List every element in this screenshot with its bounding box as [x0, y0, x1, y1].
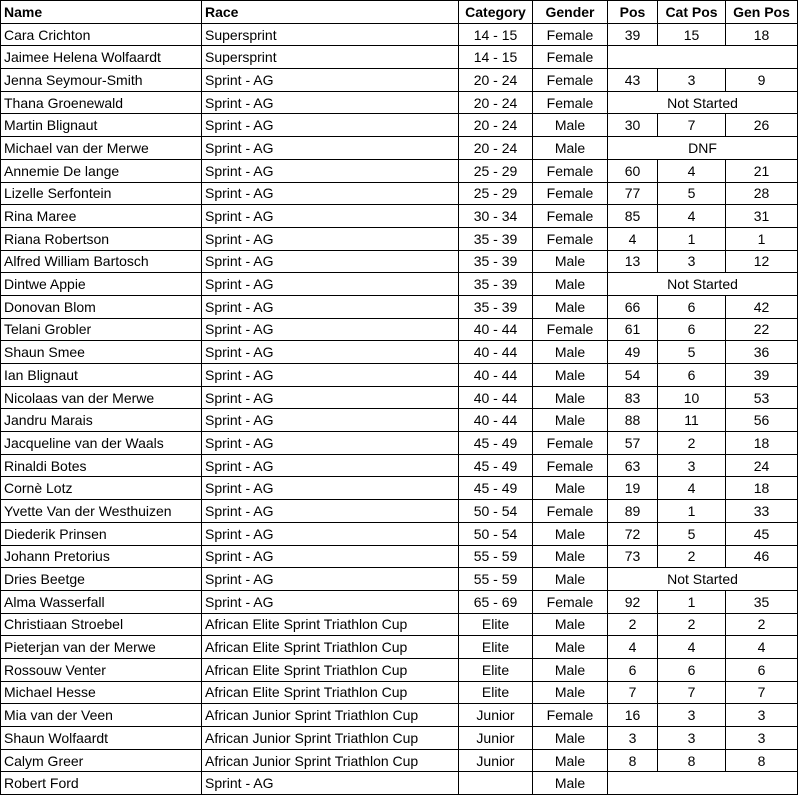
table-row	[1, 432, 798, 455]
cell-name: Pieterjan van der Merwe	[1, 636, 202, 659]
table-row	[1, 590, 798, 613]
cell-pos: 61	[608, 318, 658, 341]
table-row	[1, 250, 798, 273]
cell-race: Sprint - AG	[202, 273, 459, 296]
cell-race: Sprint - AG	[202, 409, 459, 432]
cell-race: Sprint - AG	[202, 364, 459, 387]
table-row	[1, 704, 798, 727]
table-row	[1, 46, 798, 69]
cell-name: Dries Beetge	[1, 568, 202, 591]
header-name: Name	[1, 1, 202, 24]
cell-gen-pos: 4	[726, 636, 798, 659]
cell-race: Sprint - AG	[202, 69, 459, 92]
cell-category: 40 - 44	[459, 341, 533, 364]
cell-race: African Junior Sprint Triathlon Cup	[202, 704, 459, 727]
cell-gender: Male	[533, 386, 608, 409]
cell-cat-pos: 6	[658, 295, 726, 318]
cell-pos: 39	[608, 23, 658, 46]
cell-race: Sprint - AG	[202, 500, 459, 523]
cell-category: 45 - 49	[459, 432, 533, 455]
cell-gen-pos: 3	[726, 704, 798, 727]
cell-race: Sprint - AG	[202, 772, 459, 795]
cell-category: 14 - 15	[459, 46, 533, 69]
cell-category: Elite	[459, 681, 533, 704]
cell-cat-pos: 4	[658, 477, 726, 500]
cell-category: 50 - 54	[459, 522, 533, 545]
cell-name: Michael van der Merwe	[1, 137, 202, 160]
cell-gen-pos: 3	[726, 727, 798, 750]
cell-gen-pos: 53	[726, 386, 798, 409]
cell-status: DNF	[608, 137, 798, 160]
cell-gen-pos: 18	[726, 432, 798, 455]
cell-gen-pos: 21	[726, 159, 798, 182]
cell-name: Johann Pretorius	[1, 545, 202, 568]
cell-category: 45 - 49	[459, 477, 533, 500]
cell-name: Telani Grobler	[1, 318, 202, 341]
cell-gen-pos: 42	[726, 295, 798, 318]
cell-pos: 43	[608, 69, 658, 92]
table-body	[1, 23, 798, 794]
cell-name: Dintwe Appie	[1, 273, 202, 296]
cell-race: Sprint - AG	[202, 137, 459, 160]
cell-category: 55 - 59	[459, 568, 533, 591]
cell-race: Sprint - AG	[202, 341, 459, 364]
cell-name: Diederik Prinsen	[1, 522, 202, 545]
table-row	[1, 341, 798, 364]
cell-gen-pos: 8	[726, 749, 798, 772]
cell-cat-pos: 2	[658, 613, 726, 636]
cell-race: Sprint - AG	[202, 227, 459, 250]
cell-pos: 49	[608, 341, 658, 364]
cell-category: 14 - 15	[459, 23, 533, 46]
cell-cat-pos: 8	[658, 749, 726, 772]
cell-gen-pos: 12	[726, 250, 798, 273]
cell-gen-pos: 35	[726, 590, 798, 613]
cell-gen-pos: 33	[726, 500, 798, 523]
cell-gender: Female	[533, 69, 608, 92]
header-race: Race	[202, 1, 459, 24]
table-row	[1, 477, 798, 500]
cell-gender: Female	[533, 182, 608, 205]
cell-race: Sprint - AG	[202, 386, 459, 409]
table-row	[1, 273, 798, 296]
cell-gender: Male	[533, 477, 608, 500]
cell-cat-pos: 6	[658, 364, 726, 387]
cell-gen-pos: 46	[726, 545, 798, 568]
cell-name: Cara Crichton	[1, 23, 202, 46]
cell-race: African Elite Sprint Triathlon Cup	[202, 681, 459, 704]
cell-status: Not Started	[608, 91, 798, 114]
cell-race: Sprint - AG	[202, 182, 459, 205]
cell-cat-pos: 3	[658, 69, 726, 92]
cell-cat-pos: 6	[658, 658, 726, 681]
cell-category: 20 - 24	[459, 69, 533, 92]
cell-race: Sprint - AG	[202, 545, 459, 568]
cell-gender: Female	[533, 500, 608, 523]
cell-race: Sprint - AG	[202, 295, 459, 318]
cell-race: Sprint - AG	[202, 91, 459, 114]
cell-cat-pos: 11	[658, 409, 726, 432]
table-row	[1, 137, 798, 160]
table-row	[1, 749, 798, 772]
cell-race: Sprint - AG	[202, 522, 459, 545]
table-row	[1, 182, 798, 205]
cell-pos: 2	[608, 613, 658, 636]
header-gender: Gender	[533, 1, 608, 24]
cell-pos: 73	[608, 545, 658, 568]
table-row	[1, 114, 798, 137]
table-row	[1, 364, 798, 387]
cell-race: Sprint - AG	[202, 568, 459, 591]
cell-gen-pos: 36	[726, 341, 798, 364]
cell-category	[459, 772, 533, 795]
cell-gender: Male	[533, 568, 608, 591]
cell-pos: 66	[608, 295, 658, 318]
cell-race: Sprint - AG	[202, 250, 459, 273]
table-row	[1, 454, 798, 477]
cell-gender: Male	[533, 522, 608, 545]
cell-gender: Female	[533, 318, 608, 341]
cell-category: 20 - 24	[459, 137, 533, 160]
table-row	[1, 227, 798, 250]
cell-category: Elite	[459, 613, 533, 636]
cell-name: Michael Hesse	[1, 681, 202, 704]
cell-pos: 92	[608, 590, 658, 613]
cell-pos: 8	[608, 749, 658, 772]
cell-race: Sprint - AG	[202, 432, 459, 455]
table-row	[1, 727, 798, 750]
table-row	[1, 613, 798, 636]
cell-gender: Male	[533, 545, 608, 568]
cell-gender: Female	[533, 704, 608, 727]
cell-pos: 7	[608, 681, 658, 704]
cell-cat-pos: 5	[658, 341, 726, 364]
cell-gender: Male	[533, 749, 608, 772]
cell-gender: Female	[533, 454, 608, 477]
cell-gen-pos: 31	[726, 205, 798, 228]
cell-name: Alma Wasserfall	[1, 590, 202, 613]
cell-name: Jenna Seymour-Smith	[1, 69, 202, 92]
cell-gender: Male	[533, 250, 608, 273]
cell-race: Sprint - AG	[202, 205, 459, 228]
cell-race: African Junior Sprint Triathlon Cup	[202, 749, 459, 772]
cell-name: Jacqueline van der Waals	[1, 432, 202, 455]
cell-name: Shaun Wolfaardt	[1, 727, 202, 750]
cell-pos: 4	[608, 227, 658, 250]
cell-pos: 3	[608, 727, 658, 750]
cell-gender: Female	[533, 159, 608, 182]
cell-gender: Male	[533, 295, 608, 318]
cell-cat-pos: 5	[658, 182, 726, 205]
cell-cat-pos: 3	[658, 454, 726, 477]
cell-category: 45 - 49	[459, 454, 533, 477]
header-category: Category	[459, 1, 533, 24]
cell-race: African Elite Sprint Triathlon Cup	[202, 636, 459, 659]
cell-cat-pos: 1	[658, 590, 726, 613]
cell-cat-pos: 4	[658, 159, 726, 182]
cell-pos: 83	[608, 386, 658, 409]
cell-gender: Female	[533, 205, 608, 228]
cell-name: Thana Groenewald	[1, 91, 202, 114]
cell-category: Junior	[459, 704, 533, 727]
cell-race: Sprint - AG	[202, 318, 459, 341]
cell-name: Jandru Marais	[1, 409, 202, 432]
cell-name: Martin Blignaut	[1, 114, 202, 137]
cell-cat-pos: 4	[658, 636, 726, 659]
table-row	[1, 681, 798, 704]
cell-gen-pos: 18	[726, 477, 798, 500]
cell-gen-pos: 18	[726, 23, 798, 46]
cell-category: 30 - 34	[459, 205, 533, 228]
cell-results-empty	[608, 772, 798, 795]
cell-cat-pos: 7	[658, 681, 726, 704]
cell-pos: 19	[608, 477, 658, 500]
cell-category: 40 - 44	[459, 364, 533, 387]
cell-name: Nicolaas van der Merwe	[1, 386, 202, 409]
cell-name: Cornè Lotz	[1, 477, 202, 500]
cell-gen-pos: 28	[726, 182, 798, 205]
cell-gender: Male	[533, 137, 608, 160]
cell-name: Jaimee Helena Wolfaardt	[1, 46, 202, 69]
cell-gender: Male	[533, 636, 608, 659]
cell-gen-pos: 6	[726, 658, 798, 681]
cell-results-empty	[608, 46, 798, 69]
table-row	[1, 409, 798, 432]
cell-cat-pos: 10	[658, 386, 726, 409]
cell-pos: 77	[608, 182, 658, 205]
cell-cat-pos: 3	[658, 250, 726, 273]
cell-status: Not Started	[608, 273, 798, 296]
cell-name: Rina Maree	[1, 205, 202, 228]
cell-cat-pos: 1	[658, 227, 726, 250]
table-row	[1, 91, 798, 114]
cell-pos: 63	[608, 454, 658, 477]
cell-race: Sprint - AG	[202, 477, 459, 500]
table-row	[1, 545, 798, 568]
cell-cat-pos: 6	[658, 318, 726, 341]
cell-category: 55 - 59	[459, 545, 533, 568]
header-cat-pos: Cat Pos	[658, 1, 726, 24]
cell-name: Christiaan Stroebel	[1, 613, 202, 636]
cell-gen-pos: 7	[726, 681, 798, 704]
cell-name: Donovan Blom	[1, 295, 202, 318]
cell-pos: 6	[608, 658, 658, 681]
cell-category: Junior	[459, 727, 533, 750]
cell-gender: Female	[533, 23, 608, 46]
header-row	[1, 1, 798, 24]
cell-category: 20 - 24	[459, 114, 533, 137]
cell-gender: Male	[533, 409, 608, 432]
cell-pos: 60	[608, 159, 658, 182]
cell-gender: Male	[533, 681, 608, 704]
cell-name: Annemie De lange	[1, 159, 202, 182]
cell-gender: Male	[533, 114, 608, 137]
cell-gender: Male	[533, 341, 608, 364]
header-gen-pos: Gen Pos	[726, 1, 798, 24]
cell-pos: 30	[608, 114, 658, 137]
cell-pos: 13	[608, 250, 658, 273]
table-row	[1, 23, 798, 46]
cell-cat-pos: 3	[658, 704, 726, 727]
cell-gender: Female	[533, 432, 608, 455]
cell-gen-pos: 2	[726, 613, 798, 636]
cell-category: 25 - 29	[459, 182, 533, 205]
cell-category: Junior	[459, 749, 533, 772]
cell-cat-pos: 4	[658, 205, 726, 228]
cell-gen-pos: 9	[726, 69, 798, 92]
cell-cat-pos: 15	[658, 23, 726, 46]
cell-name: Yvette Van der Westhuizen	[1, 500, 202, 523]
table-row	[1, 69, 798, 92]
table-row	[1, 386, 798, 409]
table-row	[1, 772, 798, 795]
cell-gen-pos: 1	[726, 227, 798, 250]
cell-category: 35 - 39	[459, 250, 533, 273]
cell-race: Sprint - AG	[202, 454, 459, 477]
cell-race: African Junior Sprint Triathlon Cup	[202, 727, 459, 750]
cell-race: Supersprint	[202, 46, 459, 69]
cell-cat-pos: 2	[658, 432, 726, 455]
cell-gender: Male	[533, 658, 608, 681]
table-row	[1, 568, 798, 591]
cell-gen-pos: 39	[726, 364, 798, 387]
cell-pos: 89	[608, 500, 658, 523]
cell-race: Sprint - AG	[202, 159, 459, 182]
table-row	[1, 500, 798, 523]
cell-race: African Elite Sprint Triathlon Cup	[202, 658, 459, 681]
cell-gender: Male	[533, 772, 608, 795]
cell-cat-pos: 5	[658, 522, 726, 545]
cell-status: Not Started	[608, 568, 798, 591]
cell-category: 40 - 44	[459, 409, 533, 432]
cell-category: 35 - 39	[459, 295, 533, 318]
cell-name: Mia van der Veen	[1, 704, 202, 727]
cell-category: Elite	[459, 658, 533, 681]
cell-pos: 54	[608, 364, 658, 387]
table-row	[1, 658, 798, 681]
cell-category: 50 - 54	[459, 500, 533, 523]
cell-pos: 4	[608, 636, 658, 659]
cell-cat-pos: 1	[658, 500, 726, 523]
table-row	[1, 205, 798, 228]
cell-pos: 88	[608, 409, 658, 432]
cell-gender: Male	[533, 364, 608, 387]
table-row	[1, 295, 798, 318]
cell-pos: 85	[608, 205, 658, 228]
cell-pos: 57	[608, 432, 658, 455]
cell-name: Rinaldi Botes	[1, 454, 202, 477]
table-header	[1, 1, 798, 24]
cell-category: 65 - 69	[459, 590, 533, 613]
table-row	[1, 318, 798, 341]
cell-pos: 16	[608, 704, 658, 727]
header-pos: Pos	[608, 1, 658, 24]
cell-gender: Female	[533, 590, 608, 613]
cell-category: 40 - 44	[459, 318, 533, 341]
cell-name: Rossouw Venter	[1, 658, 202, 681]
cell-race: African Elite Sprint Triathlon Cup	[202, 613, 459, 636]
cell-name: Shaun Smee	[1, 341, 202, 364]
cell-name: Riana Robertson	[1, 227, 202, 250]
cell-gender: Male	[533, 613, 608, 636]
cell-name: Robert Ford	[1, 772, 202, 795]
cell-cat-pos: 7	[658, 114, 726, 137]
cell-category: 35 - 39	[459, 273, 533, 296]
cell-gender: Female	[533, 227, 608, 250]
cell-gen-pos: 22	[726, 318, 798, 341]
cell-gen-pos: 45	[726, 522, 798, 545]
cell-gender: Male	[533, 727, 608, 750]
cell-gen-pos: 26	[726, 114, 798, 137]
cell-race: Sprint - AG	[202, 590, 459, 613]
cell-gen-pos: 56	[726, 409, 798, 432]
cell-name: Lizelle Serfontein	[1, 182, 202, 205]
table-row	[1, 636, 798, 659]
cell-category: Elite	[459, 636, 533, 659]
cell-pos: 72	[608, 522, 658, 545]
table-row	[1, 522, 798, 545]
cell-gender: Male	[533, 273, 608, 296]
table-row	[1, 159, 798, 182]
cell-category: 25 - 29	[459, 159, 533, 182]
cell-name: Calym Greer	[1, 749, 202, 772]
cell-race: Supersprint	[202, 23, 459, 46]
cell-gender: Female	[533, 91, 608, 114]
cell-cat-pos: 3	[658, 727, 726, 750]
cell-category: 40 - 44	[459, 386, 533, 409]
cell-category: 20 - 24	[459, 91, 533, 114]
cell-name: Ian Blignaut	[1, 364, 202, 387]
cell-gen-pos: 24	[726, 454, 798, 477]
cell-cat-pos: 2	[658, 545, 726, 568]
cell-gender: Female	[533, 46, 608, 69]
cell-race: Sprint - AG	[202, 114, 459, 137]
cell-name: Alfred William Bartosch	[1, 250, 202, 273]
cell-category: 35 - 39	[459, 227, 533, 250]
